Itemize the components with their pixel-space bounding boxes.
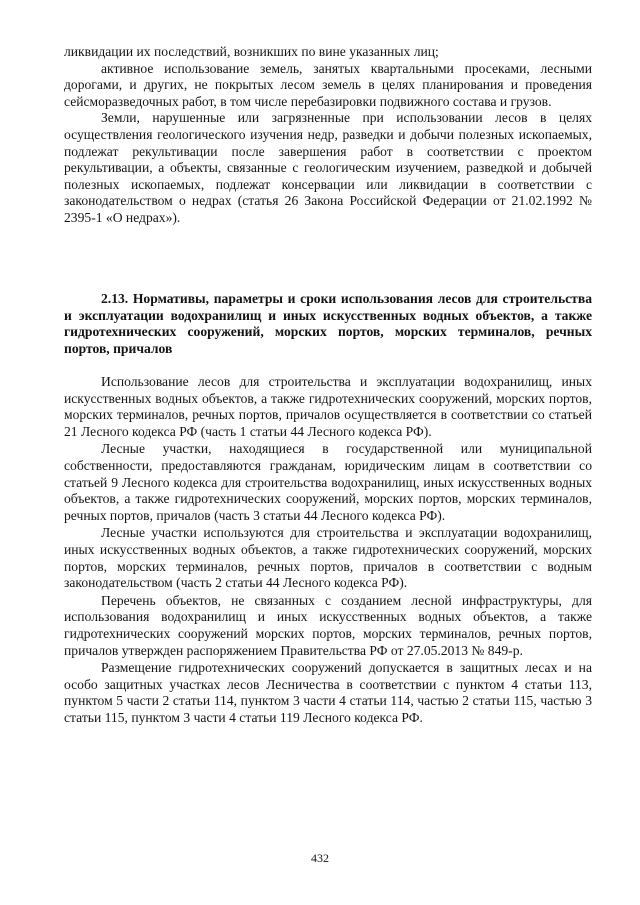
section-body bbox=[64, 374, 592, 727]
paragraph: Перечень объектов, не связанных с созданием лесной инфраструктуры, для использования водохранилищ и иных искусственных водных объектов, а также гидротехнических сооружений морских портов, морских терминалов, речных портов, причалов утвержден распоряжением Правительства РФ от 27.05.2013 № 849-р. bbox=[64, 592, 592, 658]
paragraph: Лесные участки, находящиеся в государственной или муниципальной собственности, предоставляются гражданам, юридическим лицам в соответствии со статьей 9 Лесного кодекса для строительства водохранилищ, иных искусственных водных объектов, а также гидротехнических сооружений, морских портов, морских терминалов, речных портов, причалов (часть 3 статьи 44 Лесного кодекса РФ). bbox=[64, 441, 592, 523]
top-text-block bbox=[64, 44, 592, 227]
paragraph: Земли, нарушенные или загрязненные при использовании лесов в целях осуществления геологического изучения недр, разведки и добычи полезных ископаемых, подлежат рекультивации после завершения работ в соответствии с проектом рекультивации, а объекты, связанные с геологическим изучением, разведкой и добычей полезных ископаемых, подлежат консервации или ликвидации в соответствии с законодательством о недрах (статья 26 Закона Российской Федерации от 21.02.1992 № 2395-1 «О недрах»). bbox=[64, 110, 592, 225]
paragraph: Использование лесов для строительства и эксплуатации водохранилищ, иных искусственных водных объектов, а также гидротехнических сооружений, морских портов, морских терминалов, речных портов, причалов осуществляется в соответствии со статьей 21 Лесного кодекса РФ (часть 1 статьи 44 Лесного кодекса РФ). bbox=[64, 374, 592, 439]
paragraph: активное использование земель, занятых квартальными просеками, лесными дорогами, и других, не покрытых лесом земель в целях планирования и проведения сейсморазведочных работ, в том числе перебазировки подвижного состава и грузов. bbox=[64, 60, 592, 109]
page-number: 432 bbox=[311, 851, 329, 865]
section-heading: 2.13. Нормативы, параметры и сроки использования лесов для строительства и эксплуатации водохранилищ и иных искусственных водных объектов, а также гидротехнических сооружений, морских портов, морских терминалов, речных портов, причалов bbox=[64, 291, 592, 356]
paragraph: Лесные участки используются для строительства и эксплуатации водохранилищ, иных искусственных водных объектов, а также гидротехнических сооружений, морских портов, морских терминалов, речных портов, причалов в соответствии с водным законодательством (часть 2 статьи 44 Лесного кодекса РФ). bbox=[64, 525, 592, 591]
paragraph: Размещение гидротехнических сооружений допускается в защитных лесах и на особо защитных участках лесов Лесничества в соответствии с пунктом 4 статьи 113, пунктом 5 части 2 статьи 114, пунктом 3 части 4 статьи 114, частью 2 статьи 115, частью 3 статьи 115, пунктом 3 части 4 статьи 119 Лесного кодекса РФ. bbox=[64, 660, 592, 725]
paragraph-continuation: ликвидации их последствий, возникших по вине указанных лиц; bbox=[64, 44, 439, 59]
